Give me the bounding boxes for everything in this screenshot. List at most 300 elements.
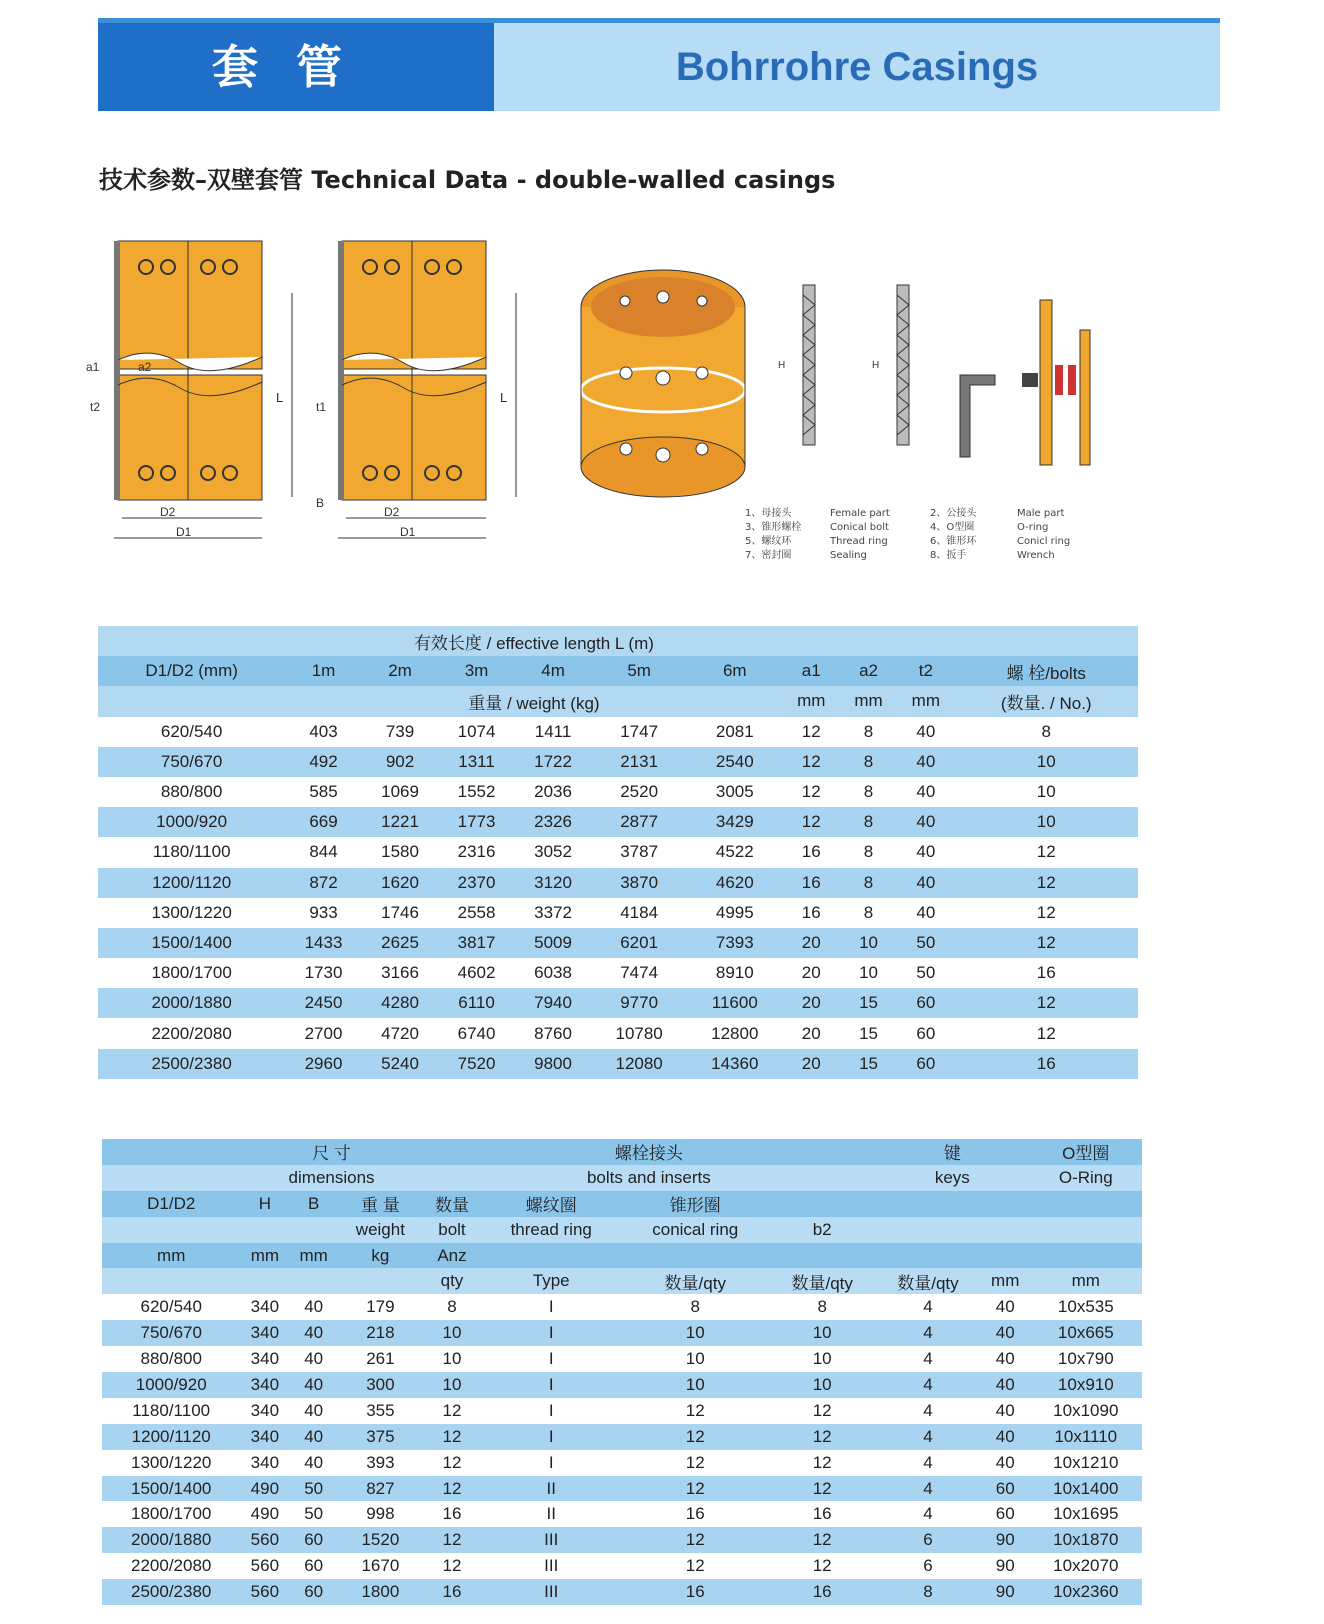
table-cell: 8 xyxy=(863,721,874,741)
table-cell: 6740 xyxy=(457,1023,496,1043)
unit-mm-1: mm xyxy=(981,1268,1030,1294)
table-cell: 10 xyxy=(859,963,878,983)
table-cell: 1730 xyxy=(304,963,343,983)
label-t1: t1 xyxy=(316,400,327,414)
table2-header-row-1 xyxy=(102,1191,1142,1217)
table-cell: 4184 xyxy=(620,902,659,922)
table-cell: I xyxy=(481,1320,621,1346)
table-cell: 8 xyxy=(875,1579,981,1605)
hdr-bolt-en: bolt xyxy=(423,1217,482,1243)
table-cell: 2558 xyxy=(457,902,496,922)
table-cell: III xyxy=(544,1556,559,1576)
table-cell: 5240 xyxy=(362,1049,439,1079)
table-cell: 40 xyxy=(916,782,936,802)
casing-section-drawing-2 xyxy=(316,241,516,539)
table-cell: 12 xyxy=(685,1400,705,1420)
table-cell: 340 xyxy=(240,1320,289,1346)
hdr-conical-en: conical ring xyxy=(621,1217,769,1243)
table2-header-row-3 xyxy=(102,1243,1142,1269)
table-cell: 16 xyxy=(801,902,821,922)
table-cell: 10x2070 xyxy=(1053,1556,1119,1576)
table-cell: 16 xyxy=(1036,963,1056,983)
table-cell: 10 xyxy=(954,807,1138,837)
table-cell: 9770 xyxy=(591,988,687,1018)
table-cell: 403 xyxy=(309,721,338,741)
group-oring-cn: O型圈 xyxy=(1030,1139,1142,1165)
table-cell: 490 xyxy=(250,1504,280,1524)
table-cell: 739 xyxy=(385,721,415,741)
table-row xyxy=(102,1346,1142,1372)
table-cell: 12 xyxy=(954,988,1138,1018)
table1-unit-cell: mm xyxy=(783,686,840,716)
casing-diagrams xyxy=(80,235,1170,580)
table-cell: 60 xyxy=(981,1476,1030,1502)
legend-item-1-cn: 1、母接头 xyxy=(745,508,792,519)
table-cell: 16 xyxy=(769,1579,875,1605)
table-cell: 2326 xyxy=(515,807,592,837)
table-cell: 50 xyxy=(916,963,936,983)
table-cell: 7520 xyxy=(438,1049,515,1079)
table-cell: 2450 xyxy=(285,988,362,1018)
table-row xyxy=(102,1294,1142,1320)
table-cell: 20 xyxy=(801,1023,821,1043)
table-cell: 15 xyxy=(840,988,897,1018)
table-row xyxy=(98,837,1138,867)
table-row xyxy=(98,898,1138,928)
table-row xyxy=(102,1398,1142,1424)
table-cell: 20 xyxy=(783,988,840,1018)
table-cell: 3005 xyxy=(715,782,754,802)
table1-header-cell: 螺 栓/bolts xyxy=(954,656,1138,686)
table-cell: 60 xyxy=(289,1527,338,1553)
table-row xyxy=(98,928,1138,958)
table-cell: 880/800 xyxy=(160,782,223,802)
table-cell: 340 xyxy=(240,1372,289,1398)
table-cell: 10x1870 xyxy=(1030,1527,1142,1553)
table-row xyxy=(98,1018,1138,1048)
table-cell: 90 xyxy=(981,1527,1030,1553)
table-cell: 4280 xyxy=(362,988,439,1018)
table-cell: 12 xyxy=(442,1556,462,1576)
table-cell: 15 xyxy=(859,1023,878,1043)
table-cell: 1670 xyxy=(361,1556,400,1576)
table-cell: 16 xyxy=(423,1579,482,1605)
table-cell: 585 xyxy=(309,782,338,802)
legend-item-2-en: Male part xyxy=(1017,508,1065,519)
table-cell: 2520 xyxy=(620,782,659,802)
table-cell: 50 xyxy=(897,928,954,958)
table-cell: 2000/1880 xyxy=(98,988,285,1018)
table-cell: 6038 xyxy=(534,963,572,983)
table-cell: 40 xyxy=(304,1297,324,1317)
table-cell: 1411 xyxy=(534,721,572,741)
table-cell: 1300/1220 xyxy=(151,902,232,922)
table-cell: 4522 xyxy=(715,842,754,862)
table-cell: 375 xyxy=(338,1424,423,1450)
label-D1-2: D1 xyxy=(400,525,416,539)
table-cell: 7940 xyxy=(515,988,592,1018)
table-cell: III xyxy=(481,1579,621,1605)
table-cell: 2370 xyxy=(438,868,515,898)
table-cell: 10 xyxy=(812,1349,832,1369)
table1-header-cell: 3m xyxy=(438,656,515,686)
title-chinese: 套管 xyxy=(212,40,380,94)
table-cell: 40 xyxy=(897,868,954,898)
legend-item-5-en: Thread ring xyxy=(830,536,888,547)
table-cell: 1746 xyxy=(381,902,419,922)
table-cell: 2036 xyxy=(534,782,572,802)
table1-header-cell: 4m xyxy=(515,656,592,686)
table-row xyxy=(98,807,1138,837)
table-cell: 1074 xyxy=(457,721,496,741)
unit-d: mm xyxy=(102,1243,240,1269)
table-cell: 492 xyxy=(285,747,362,777)
header-banner xyxy=(98,18,1220,111)
table-row xyxy=(102,1501,1142,1527)
table-cell: 50 xyxy=(289,1476,338,1502)
unit-qty-3: 数量/qty xyxy=(875,1268,981,1294)
table-cell: 90 xyxy=(995,1556,1015,1576)
table-cell: 16 xyxy=(442,1504,462,1524)
legend-item-6-en: Conicl ring xyxy=(1017,536,1071,547)
table-cell: 12 xyxy=(685,1452,705,1472)
table-cell: 10 xyxy=(423,1372,482,1398)
table-cell: 261 xyxy=(366,1349,395,1369)
table-cell: 50 xyxy=(304,1504,324,1524)
table-cell: 340 xyxy=(240,1424,289,1450)
hdr-h: H xyxy=(240,1191,289,1217)
group-keys-en: keys xyxy=(875,1165,1030,1191)
table-cell: 40 xyxy=(916,902,936,922)
unit-b: mm xyxy=(289,1243,338,1269)
legend-item-3-en: Conical bolt xyxy=(830,522,889,533)
table-cell: 5009 xyxy=(515,928,592,958)
unit-qty: qty xyxy=(423,1268,482,1294)
table-cell: II xyxy=(481,1476,621,1502)
table-cell: 620/540 xyxy=(140,1297,202,1317)
table-cell: 340 xyxy=(250,1297,280,1317)
hdr-conical-cn: 锥形圈 xyxy=(621,1191,769,1217)
hdr-b: B xyxy=(289,1191,338,1217)
table-cell: 10 xyxy=(1036,782,1056,802)
table-cell: 16 xyxy=(621,1579,769,1605)
table-row xyxy=(98,868,1138,898)
table-cell: 844 xyxy=(309,842,338,862)
unit-anz: Anz xyxy=(423,1243,482,1269)
table-cell: 10 xyxy=(954,747,1138,777)
table-cell: 12 xyxy=(812,1452,832,1472)
legend-item-7-cn: 7、密封圈 xyxy=(745,550,792,561)
table-cell: 40 xyxy=(981,1320,1030,1346)
table-cell: 60 xyxy=(995,1504,1015,1524)
table-cell: 40 xyxy=(304,1349,324,1369)
table-cell: 12800 xyxy=(711,1023,759,1043)
table1-unit-cell: mm xyxy=(897,686,954,716)
table-cell: 2000/1880 xyxy=(102,1527,240,1553)
table-cell: 10x665 xyxy=(1030,1320,1142,1346)
table-cell: 12 xyxy=(769,1527,875,1553)
table-cell: 40 xyxy=(289,1320,338,1346)
casing-section-drawing-1 xyxy=(86,241,292,539)
table-cell: 1552 xyxy=(457,782,496,802)
table-cell: 340 xyxy=(250,1452,280,1472)
table-cell: 1180/1100 xyxy=(152,842,231,862)
table-cell: 8910 xyxy=(715,963,754,983)
table-cell: 3817 xyxy=(438,928,515,958)
table-cell: 10x1090 xyxy=(1053,1400,1119,1420)
label-L2: L xyxy=(500,390,508,405)
group-bolts-cn: 螺栓接头 xyxy=(423,1139,875,1165)
table-cell: 1722 xyxy=(515,747,592,777)
table-cell: I xyxy=(548,1297,554,1317)
table-cell: 998 xyxy=(366,1504,395,1524)
table-cell: 40 xyxy=(995,1400,1015,1420)
table-row xyxy=(102,1450,1142,1476)
table-cell: I xyxy=(548,1349,554,1369)
joint-section-drawings xyxy=(778,285,1090,465)
table-cell: 4 xyxy=(923,1349,933,1369)
table-cell: II xyxy=(546,1504,556,1524)
table-cell: 179 xyxy=(366,1297,395,1317)
table-row xyxy=(102,1424,1142,1450)
table-cell: 4 xyxy=(875,1320,981,1346)
table-cell: 60 xyxy=(289,1579,338,1605)
table-cell: 880/800 xyxy=(140,1349,202,1369)
table-row xyxy=(98,988,1138,1018)
table-cell: 12 xyxy=(685,1556,705,1576)
table2-group-en-row xyxy=(102,1165,1142,1191)
table-cell: 10x910 xyxy=(1030,1372,1142,1398)
table-cell: 8 xyxy=(690,1297,700,1317)
table-cell: 20 xyxy=(783,1049,840,1079)
group-oring-en: O-Ring xyxy=(1030,1165,1142,1191)
table1-unit-cell: mm xyxy=(840,686,897,716)
table-cell: 620/540 xyxy=(160,721,223,741)
table-row xyxy=(102,1579,1142,1605)
table-cell: 1000/920 xyxy=(98,807,285,837)
table-cell: 12 xyxy=(621,1424,769,1450)
table-cell: 16 xyxy=(801,842,821,862)
table-cell: 10 xyxy=(621,1372,769,1398)
table-cell: 40 xyxy=(304,1452,324,1472)
label-D2-2: D2 xyxy=(384,505,400,519)
hdr-thread-cn: 螺纹圈 xyxy=(481,1191,621,1217)
table1-weight-label: 重量 / weight (kg) xyxy=(285,686,782,716)
section-title: 技术参数–双壁套管 Technical Data - double-walled casings xyxy=(99,166,836,194)
table-cell: 40 xyxy=(995,1349,1015,1369)
table-cell: 20 xyxy=(783,928,840,958)
table-cell: 3166 xyxy=(381,963,419,983)
label-a2: a2 xyxy=(138,360,152,374)
table-cell: 1500/1400 xyxy=(98,928,285,958)
table-cell: 40 xyxy=(916,842,936,862)
table-cell: 8 xyxy=(1041,721,1051,741)
table-cell: 10 xyxy=(423,1320,482,1346)
table-row xyxy=(102,1553,1142,1579)
table-cell: 10x1210 xyxy=(1053,1452,1119,1472)
legend-item-1-en: Female part xyxy=(830,508,890,519)
table-cell: 4602 xyxy=(457,963,496,983)
table-cell: 10x2360 xyxy=(1030,1579,1142,1605)
casing-3d-illustration xyxy=(581,270,745,497)
table-cell: 2131 xyxy=(591,747,687,777)
table-cell: 1311 xyxy=(438,747,515,777)
label-B: B xyxy=(316,496,325,510)
table-cell: 40 xyxy=(995,1297,1015,1317)
joint-components-table xyxy=(102,1139,1142,1605)
label-D2-1: D2 xyxy=(160,505,176,519)
table-cell: 12 xyxy=(1036,842,1056,862)
table-cell: 393 xyxy=(366,1452,395,1472)
table-cell: 750/670 xyxy=(102,1320,240,1346)
table1-super-header-row xyxy=(98,626,1138,656)
group-bolts-en: bolts and inserts xyxy=(423,1165,875,1191)
table-cell: 2500/2380 xyxy=(98,1049,285,1079)
table-cell: 15 xyxy=(840,1049,897,1079)
table1-header-cell: t2 xyxy=(897,656,954,686)
table1-unit-cell: (数量. / No.) xyxy=(954,686,1138,716)
table-cell: 3052 xyxy=(534,842,572,862)
table-cell: 16 xyxy=(685,1504,705,1524)
table-row xyxy=(102,1372,1142,1398)
table1-header-row xyxy=(98,656,1138,686)
label-H-2: H xyxy=(872,360,880,371)
table-cell: 3372 xyxy=(534,902,572,922)
table-cell: 4 xyxy=(923,1297,933,1317)
legend-item-4-en: O-ring xyxy=(1017,522,1049,533)
table-cell: 1000/920 xyxy=(102,1372,240,1398)
table-cell: 8 xyxy=(817,1297,827,1317)
table-cell: 10 xyxy=(769,1320,875,1346)
table-cell: I xyxy=(481,1424,621,1450)
table-cell: 2625 xyxy=(362,928,439,958)
table-cell: 11600 xyxy=(687,988,783,1018)
table-cell: 3870 xyxy=(591,868,687,898)
label-H-1: H xyxy=(778,360,786,371)
weights-by-length-table xyxy=(98,626,1138,1079)
table-cell: 10 xyxy=(442,1349,462,1369)
table-cell: 1747 xyxy=(620,721,659,741)
table-cell: 16 xyxy=(812,1504,832,1524)
table-cell: 60 xyxy=(916,1023,936,1043)
hdr-weight-cn: 重 量 xyxy=(338,1191,423,1217)
table-cell: 10 xyxy=(685,1349,705,1369)
table-cell: 1221 xyxy=(362,807,439,837)
table-row xyxy=(102,1476,1142,1502)
table-cell: 1773 xyxy=(438,807,515,837)
table-cell: 10780 xyxy=(615,1023,663,1043)
table-cell: 2081 xyxy=(715,721,754,741)
table-cell: 4 xyxy=(875,1476,981,1502)
table-cell: 12 xyxy=(423,1476,482,1502)
table-cell: 12 xyxy=(769,1424,875,1450)
table-cell: 12 xyxy=(621,1527,769,1553)
table-cell: 300 xyxy=(338,1372,423,1398)
unit-qty-1: 数量/qty xyxy=(621,1268,769,1294)
table-cell: 4 xyxy=(875,1424,981,1450)
table-cell: 6201 xyxy=(591,928,687,958)
table-cell: 16 xyxy=(954,1049,1138,1079)
table-cell: 8 xyxy=(840,807,897,837)
legend-item-8-en: Wrench xyxy=(1017,550,1055,561)
table-row xyxy=(98,717,1138,747)
table2-header-row-2 xyxy=(102,1217,1142,1243)
label-L1: L xyxy=(276,390,284,405)
table-cell: 872 xyxy=(285,868,362,898)
table2-group-cn-row xyxy=(102,1139,1142,1165)
label-a1: a1 xyxy=(86,360,100,374)
table-cell: 12 xyxy=(423,1527,482,1553)
table-cell: 10 xyxy=(840,928,897,958)
unit-mm-2: mm xyxy=(1030,1268,1142,1294)
table-cell: 2877 xyxy=(591,807,687,837)
legend-item-4-cn: 4、O型圈 xyxy=(930,522,975,533)
unit-qty-2: 数量/qty xyxy=(769,1268,875,1294)
table-cell: 6110 xyxy=(438,988,515,1018)
table-cell: 2500/2380 xyxy=(102,1579,240,1605)
table1-header-cell: 6m xyxy=(687,656,783,686)
legend-item-2-cn: 2、公接头 xyxy=(930,508,977,519)
table-cell: 8 xyxy=(863,782,874,802)
label-D1-1: D1 xyxy=(176,525,192,539)
table-cell: 1069 xyxy=(381,782,419,802)
table-cell: 340 xyxy=(250,1349,280,1369)
hdr-thread-en: thread ring xyxy=(481,1217,621,1243)
table-cell: 10x1110 xyxy=(1030,1424,1142,1450)
legend-item-7-en: Sealing xyxy=(830,550,867,561)
table-cell: 8 xyxy=(863,902,874,922)
table-cell: 1520 xyxy=(338,1527,423,1553)
table-cell: 4 xyxy=(923,1400,933,1420)
table-cell: 2200/2080 xyxy=(151,1023,232,1043)
table-cell: 10x1400 xyxy=(1030,1476,1142,1502)
table-cell: 9800 xyxy=(515,1049,592,1079)
group-keys-cn: 键 xyxy=(875,1139,1030,1165)
table-cell: 40 xyxy=(289,1372,338,1398)
table-cell: 40 xyxy=(981,1424,1030,1450)
table-row xyxy=(98,747,1138,777)
table-cell: 12 xyxy=(801,721,821,741)
table-cell: 4 xyxy=(875,1372,981,1398)
table-cell: 20 xyxy=(801,963,821,983)
table-cell: 60 xyxy=(897,988,954,1018)
table-cell: 10 xyxy=(769,1372,875,1398)
table-cell: 218 xyxy=(338,1320,423,1346)
table-cell: 490 xyxy=(240,1476,289,1502)
table-cell: 10x1695 xyxy=(1053,1504,1119,1524)
hdr-d1d2: D1/D2 xyxy=(102,1191,240,1217)
table-cell: 6 xyxy=(923,1556,933,1576)
table-cell: 12 xyxy=(783,747,840,777)
table-cell: 4720 xyxy=(381,1023,419,1043)
table-cell: 355 xyxy=(366,1400,395,1420)
table-cell: 1620 xyxy=(362,868,439,898)
table-cell: 12080 xyxy=(591,1049,687,1079)
table2-body xyxy=(102,1294,1142,1605)
table-cell: I xyxy=(481,1372,621,1398)
legend-item-3-cn: 3、锥形螺栓 xyxy=(745,522,802,533)
table-cell: 2700 xyxy=(304,1023,343,1043)
table-cell: 2960 xyxy=(285,1049,362,1079)
legend-item-8-cn: 8、扳手 xyxy=(930,550,967,561)
table-cell: 4620 xyxy=(687,868,783,898)
table-cell: 12 xyxy=(423,1424,482,1450)
table-cell: 2316 xyxy=(457,842,496,862)
table-cell: 12 xyxy=(783,807,840,837)
table-cell: 1200/1120 xyxy=(98,868,285,898)
table-cell: 2540 xyxy=(687,747,783,777)
hdr-weight-en: weight xyxy=(338,1217,423,1243)
